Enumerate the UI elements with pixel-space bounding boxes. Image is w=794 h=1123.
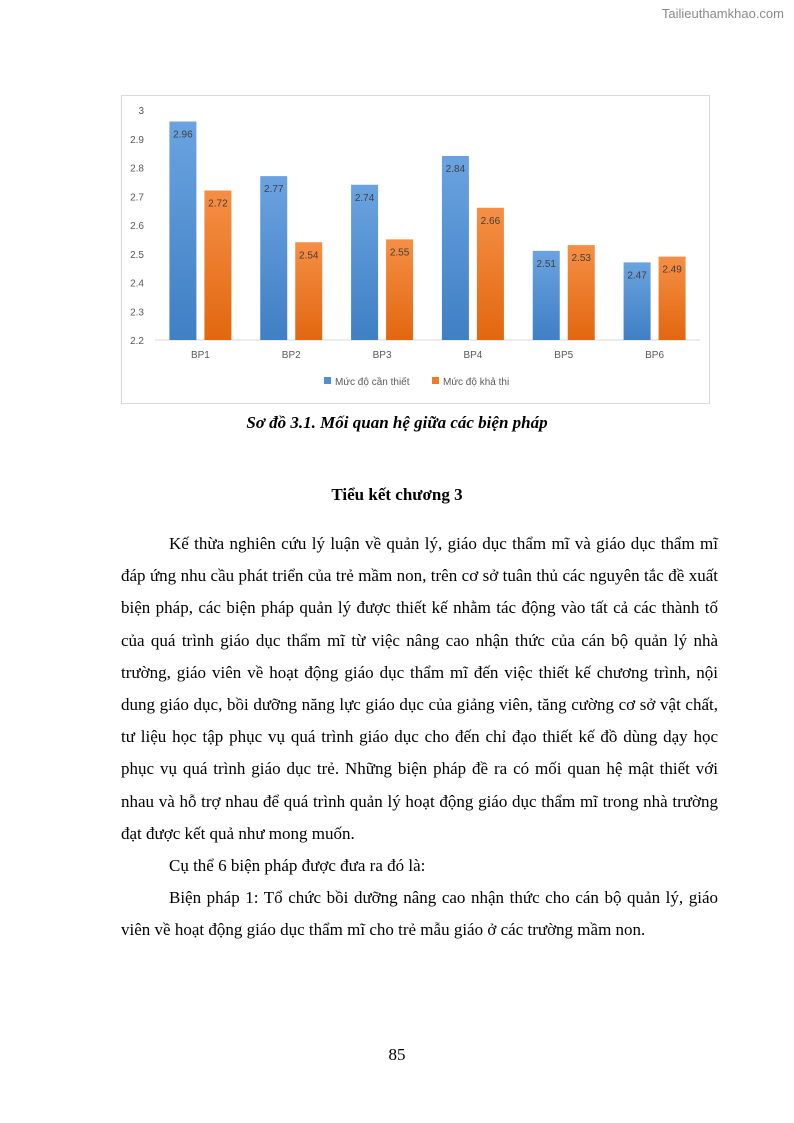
bar-chart [121, 95, 710, 404]
y-tick-label: 2.9 [130, 134, 144, 146]
data-label: 2.47 [627, 270, 647, 282]
legend-label: Mức độ khả thi [443, 377, 510, 388]
data-label: 2.96 [173, 129, 193, 141]
x-tick-label: BP4 [463, 350, 483, 361]
bar-bp2-series-1 [260, 176, 287, 340]
paragraph-1: Kế thừa nghiên cứu lý luận về quản lý, giáo dục thẩm mĩ và giáo dục thẩm mĩ đáp ứng nhu cầu phát triển của trẻ mầm non, trên cơ sở tuân thủ các nguyên tắc đề xuất biện pháp, các biện pháp quản lý được thiết kế nhằm tác động vào tất cả các thành tố của quá trình giáo dục thẩm mĩ từ việc nâng cao nhận thức của cán bộ quản lý nhà trường, giáo viên về hoạt động giáo dục thẩm mĩ đến việc thiết kế chương trình, nội dung giáo dục, bồi dưỡng năng lực giáo dục của giảng viên, tăng cường cơ sở vật chất, tư liệu học tập phục vụ quá trình giáo dục cho đến chỉ đạo thiết kế đồ dùng dạy học phục vụ quá trình giáo dục trẻ. Những biện pháp đề ra có mối quan hệ mật thiết với nhau và hỗ trợ nhau để quá trình quản lý hoạt động giáo dục thẩm mĩ trong nhà trường đạt được kết quả như mong muốn. [121, 534, 718, 843]
body-text [121, 528, 718, 947]
data-label: 2.74 [354, 192, 375, 204]
bar-bp4-series-1 [442, 156, 469, 340]
section-heading: Tiểu kết chương 3 [331, 485, 463, 504]
data-label: 2.53 [571, 253, 591, 265]
bar-bp1-series-2 [204, 191, 231, 341]
page-number: 85 [388, 1045, 406, 1064]
y-tick-label: 2.2 [130, 336, 144, 347]
bar-bp3-series-1 [351, 185, 378, 340]
y-tick-label: 3 [138, 106, 144, 117]
x-tick-label: BP3 [372, 350, 392, 361]
data-label: 2.84 [445, 164, 466, 175]
x-tick-label: BP6 [645, 350, 665, 361]
data-label: 2.72 [208, 198, 228, 210]
bar-bp4-series-2 [477, 208, 504, 340]
legend-label: Mức độ cần thiết [335, 377, 410, 388]
data-label: 2.51 [536, 258, 556, 270]
x-tick-label: BP2 [281, 350, 301, 361]
y-tick-label: 2.4 [130, 278, 144, 290]
data-label: 2.49 [662, 264, 682, 276]
legend-swatch [432, 377, 439, 384]
data-label: 2.54 [299, 250, 319, 262]
y-tick-label: 2.6 [130, 221, 144, 232]
x-tick-label: BP1 [190, 350, 210, 361]
x-tick-label: BP5 [554, 350, 574, 361]
bar-bp1-series-1 [169, 122, 196, 341]
data-label: 2.77 [264, 184, 284, 196]
y-tick-label: 2.5 [130, 249, 144, 261]
legend-swatch [324, 377, 331, 384]
figure-caption: Sơ đồ 3.1. Mối quan hệ giữa các biện pháp [246, 413, 548, 432]
y-tick-label: 2.7 [130, 192, 144, 204]
paragraph-2: Cụ thể 6 biện pháp được đưa ra đó là: [169, 856, 426, 876]
y-tick-label: 2.8 [130, 163, 144, 175]
paragraph-3: Biện pháp 1: Tổ chức bồi dưỡng nâng cao nhận thức cho cán bộ quản lý, giáo viên về hoạt động giáo dục thẩm mĩ cho trẻ mẫu giáo ở các trường mầm non. [121, 888, 718, 940]
data-label: 2.55 [389, 247, 410, 259]
data-label: 2.66 [480, 215, 501, 227]
chart-svg [122, 96, 709, 403]
watermark: Tailieuthamkhao.com [661, 6, 784, 21]
y-tick-label: 2.3 [130, 307, 144, 319]
